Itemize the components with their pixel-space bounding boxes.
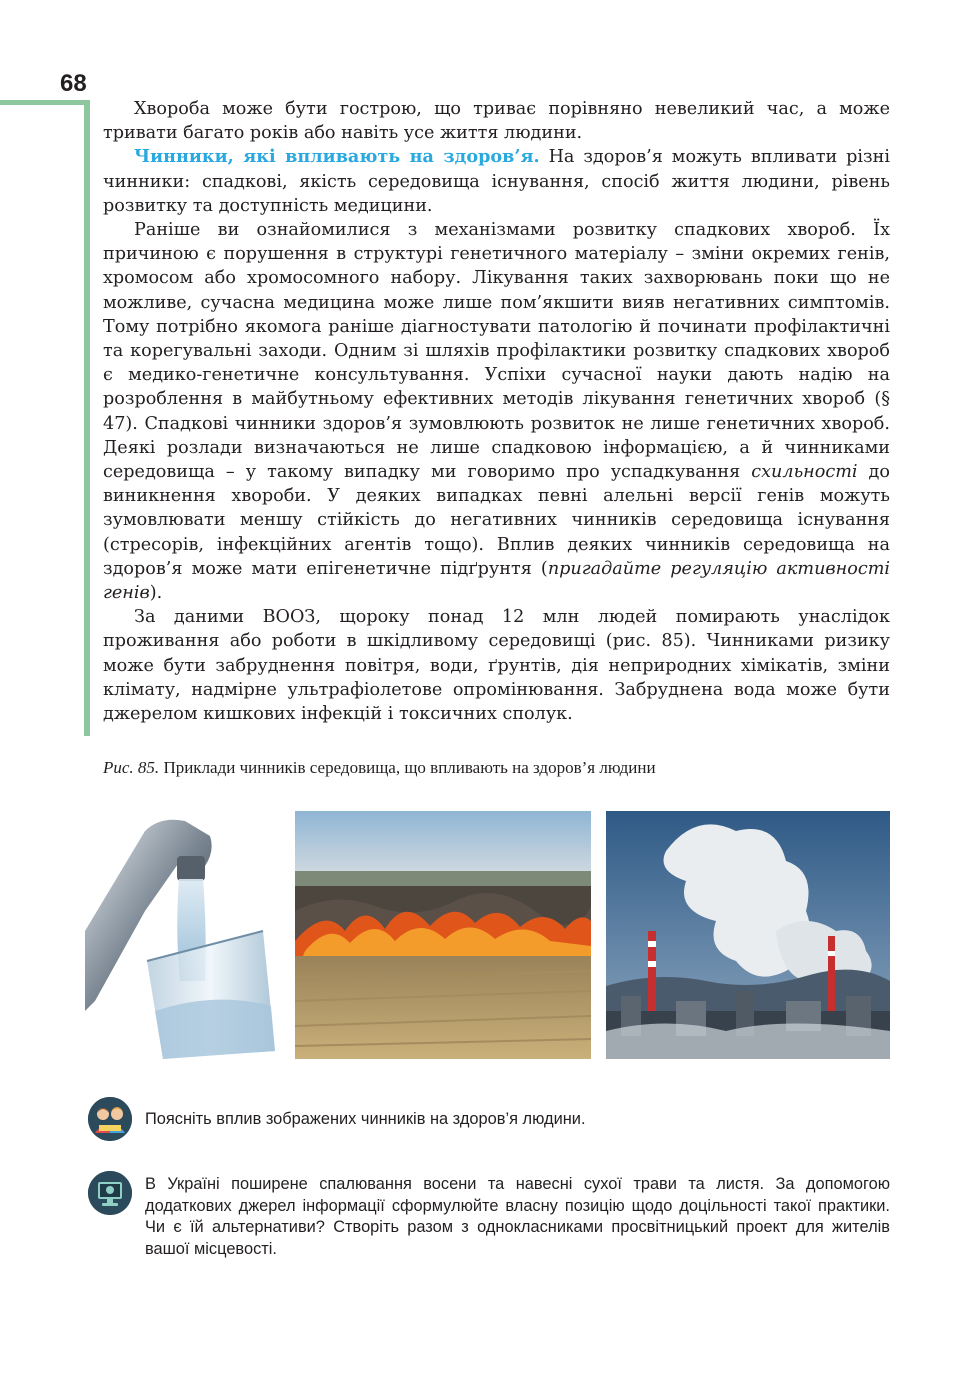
students-icon — [88, 1097, 132, 1141]
section-heading: Чинники, які впливають на здоров’я. — [134, 146, 540, 168]
factory-smoke-photo — [606, 811, 890, 1059]
margin-accent-bar-left — [84, 100, 90, 736]
paragraph-3-italic-2: пригадайте регуляцію активності генів — [103, 558, 891, 604]
paragraph-1: Хвороба може бути гострою, що триває порівняно невеликий час, а може тривати багато років або навіть усе життя людини. — [103, 99, 890, 144]
computer-icon — [88, 1171, 132, 1215]
paragraph-4: За даними ВООЗ, щороку понад 12 млн людей помирають унаслідок проживання або роботи в шкідливому середовищі (рис. 85). Чинниками ризику може бути забруднення повітря, води, ґрунтів, дія неприродних хімікатів, зміни клімату, надмірне ультрафіолетове опромінювання. Забруднена вода може бути джерелом кишкових інфекцій і токсичних сполук. — [103, 607, 890, 725]
figure-caption — [103, 758, 903, 778]
paragraph-3 — [103, 218, 890, 605]
task-1-text: Поясніть вплив зображених чинників на здоров’я людини. — [145, 1110, 586, 1128]
paragraph-2 — [103, 145, 890, 218]
margin-accent-bar-top — [0, 100, 90, 105]
water-tap-photo — [85, 811, 280, 1059]
paragraph-3-part-1: Раніше ви ознайомилися з механізмами розвитку спадкових хвороб. Їх причиною є порушення в структурі генетичного матеріалу – зміни окремих генів, хромосом або хромосомного набору. Лікування таких захворювань поки що не можливе, сучасна медицина може лише пом’якшити вияв негативних симптомів. Тому потрібно якомога раніше діагностувати патологію й починати профілактичні та корегувальні заходи. Одним зі шляхів профілактики розвитку спадкових хвороб є медико-генетичне консультування. Успіхи сучасної науки дають надію на розроблення в майбутньому ефективних методів лікування генетичних хвороб (§ 47). Спадкові чинники здоров’я зумовлюють розвиток не лише генетичних хвороб. Деякі розлади визначаються не лише спадковою інформацією, а й чинниками середовища – у такому випадку ми говоримо про успадкування — [103, 220, 890, 483]
task-explain — [88, 1097, 890, 1145]
page-number: 68 — [60, 70, 87, 97]
task-research — [88, 1171, 890, 1271]
paragraph-2-text: На здоров’я можуть впливати різні чинники: спадкові, якість середовища існування, спосіб життя людини, рівень розвитку та доступність медицини. — [103, 147, 890, 216]
figure-label: Рис. 85. — [103, 758, 160, 777]
paragraph-3-italic-1: схильності — [751, 462, 858, 483]
figure-caption-text: Приклади чинників середовища, що впливають на здоров’я людини — [159, 758, 656, 777]
paragraph-3-part-3: ). — [149, 583, 163, 604]
main-text — [103, 97, 890, 726]
task-2-text: В Україні поширене спалювання восени та навесні сухої трави та листя. За допомогою додаткових джерел інформації сформулюйте власну позицію щодо доцільності такої практики. Чи є їй альтернативи? Створіть разом з однокласниками просвітницький проект для жителів вашої місцевості. — [145, 1175, 890, 1258]
burning-grass-photo — [295, 811, 591, 1059]
paragraph-3-part-2: до виникнення хвороби. У деяких випадках певні алельні версії генів можуть зумовлювати меншу стійкість до негативних чинників середовища існування (стресорів, інфекційних агентів тощо). Вплив деяких чинників середовища на здоров’я може мати епігенетичне підґрунтя ( — [103, 462, 890, 579]
